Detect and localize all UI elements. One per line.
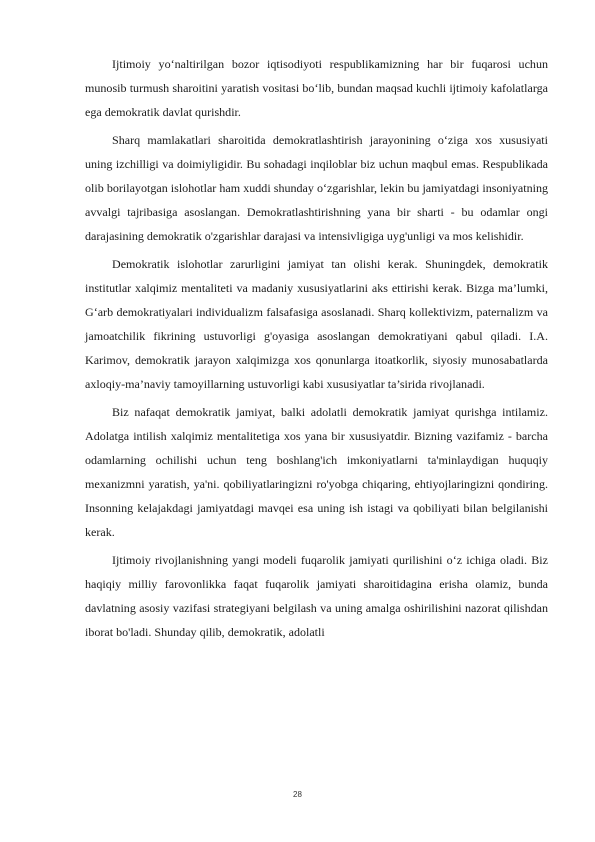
paragraph-3: Demokratik islohotlar zarurligini jamiyat tan olishi kerak. Shuningdek, demokratik institutlar xalqimiz mentaliteti va madaniy xususiyatlarini aks ettirishi kerak. Bizga ma’lumki, G‘arb demokratiyalari individualizm falsafasiga asoslanadi. Sharq kollektivizm, paternalizm va jamoatchilik fikrining ustuvorligi g'oyasiga asoslangan demokratiyani qabul qiladi. I.A. Karimov, demokratik jarayon xalqimizga xos qonunlarga itoatkorlik, siyosiy munosabatlarda axloqiy-ma’naviy tamoyillarning ustuvorligi kabi xususiyatlar ta’sirida rivojlanadi. [85, 257, 548, 391]
page-number: 28 [293, 790, 302, 799]
paragraph-1: Ijtimoiy yo‘naltirilgan bozor iqtisodiyoti respublikamizning har bir fuqarosi uchun munosib turmush sharoitini yaratish vositasi bo‘lib, bundan maqsad kuchli ijtimoiy kafolatlarga ega demokratik davlat qurishdir. [85, 57, 548, 119]
paragraph-5: Ijtimoiy rivojlanishning yangi modeli fuqarolik jamiyati qurilishini o‘z ichiga oladi. Biz haqiqiy milliy farovonlikka faqat fuqarolik jamiyati sharoitidagina erisha olamiz, bunda davlatning asosiy vazifasi strategiyani belgilash va uning amalga oshirilishini nazorat qilishdan iborat bo'ladi. Shunday qilib, demokratik, adolatli [85, 553, 548, 639]
paragraph-4: Biz nafaqat demokratik jamiyat, balki adolatli demokratik jamiyat qurishga intilamiz. Adolatga intilish xalqimiz mentalitetiga xos yana bir xususiyatdir. Bizning vazifamiz - barcha odamlarning ochilishi uchun teng boshlang'ich imkoniyatlarni ta'minlaydigan huquqiy mexanizmni yaratish, ya'ni. qobiliyatlaringizni ro'yobga chiqaring, ehtiyojlaringizni qondiring. Insonning kelajakdagi jamiyatdagi mavqei esa uning ish istagi va qobiliyati bilan belgilanishi kerak. [85, 405, 548, 539]
paragraph-2: Sharq mamlakatlari sharoitida demokratlashtirish jarayonining o‘ziga xos xususiyati uning izchilligi va doimiyligidir. Bu sohadagi inqiloblar biz uchun maqbul emas. Respublikada olib borilayotgan islohotlar ham xuddi shunday o‘zgarishlar, lekin bu jamiyatdagi insoniyatning avvalgi tajribasiga asoslangan. Demokratlashtirishning yana bir sharti - bu odamlar ongi darajasining demokratik o'zgarishlar darajasi va intensivligiga uyg'unligi va mos kelishidir. [85, 133, 548, 243]
document-page [85, 52, 548, 648]
